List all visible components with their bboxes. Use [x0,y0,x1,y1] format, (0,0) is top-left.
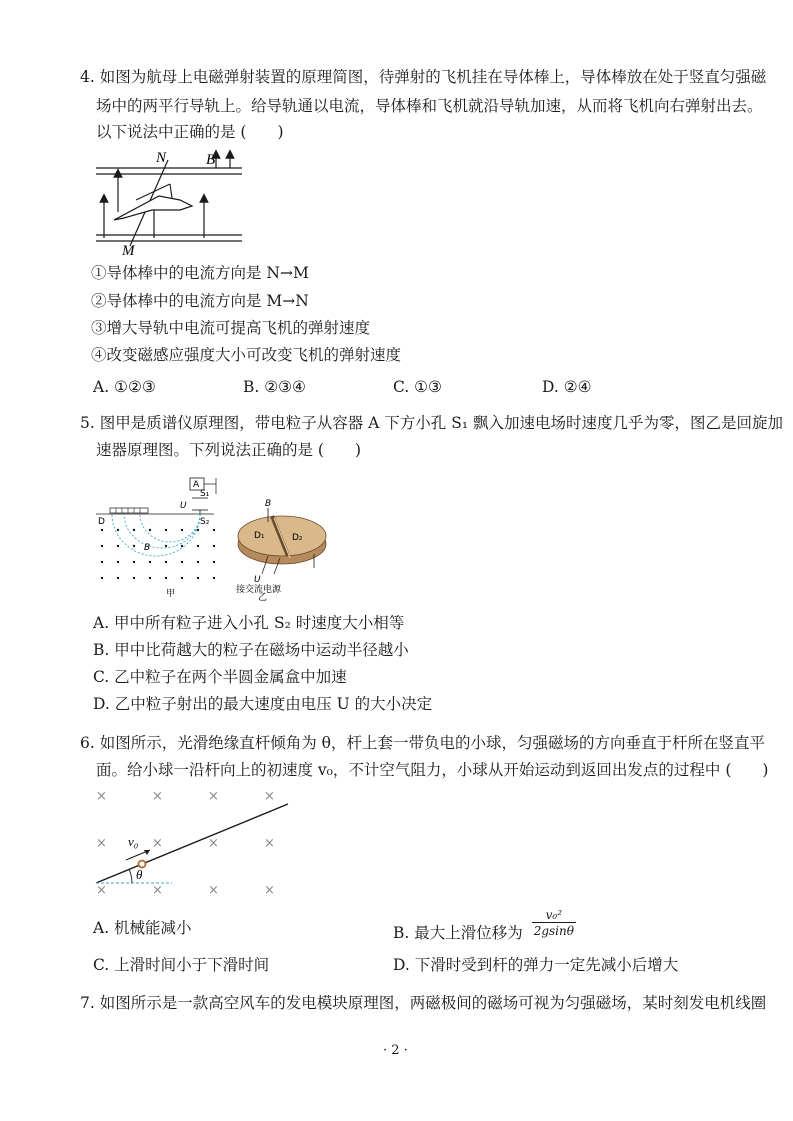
q4-option-a[interactable]: A. ①②③ [93,378,156,396]
cross-mark: × [208,789,219,804]
cross-mark: × [208,836,219,851]
label-d2: D₂ [292,533,303,543]
label-theta: θ [136,867,143,882]
caption-yi: 乙 [258,593,268,603]
cross-mark: × [152,883,163,898]
page-number: · 2 · [383,1043,408,1058]
q5-option-c[interactable]: C. 乙中粒子在两个半圆金属盒中加速 [93,668,347,686]
q6-option-c[interactable]: C. 上滑时间小于下滑时间 [93,956,270,974]
question-4-figure [94,148,254,258]
cross-mark: × [96,836,107,851]
question-5-stem-line-1: 5. 图甲是质谱仪原理图，带电粒子从容器 A 下方小孔 S₁ 飘入加速电场时速度几乎为零，图乙是回旋加 [80,414,783,432]
q6-option-a[interactable]: A. 机械能减小 [93,919,192,937]
question-7-stem-line-1: 7. 如图所示是一款高空风车的发电模块原理图，两磁极间的磁场可视为匀强磁场，某时刻发电机线圈 [80,994,767,1012]
q4-option-b[interactable]: B. ②③④ [243,378,306,396]
question-4-stem-line-2: 场中的两平行导轨上。给导轨通以电流，导体棒和飞机就沿导轨加速，从而将飞机向右弹射出去。 [96,97,763,115]
q6-option-d[interactable]: D. 下滑时受到杆的弹力一定先减小后增大 [393,956,679,974]
cyclotron-figure [234,499,334,603]
cross-mark: × [96,883,107,898]
incline-rod-figure [92,786,302,898]
caption-ac: 接交流电源 [236,585,282,595]
question-6-number: 6. [80,734,95,752]
label-d1: D₁ [254,531,265,541]
cross-mark: × [152,789,163,804]
fraction-numerator: v₀² [532,908,576,923]
label-b-cyc: B [265,499,272,509]
q6-option-b[interactable] [393,908,576,942]
question-4-number: 4. [80,68,95,86]
q4-option-c[interactable]: C. ①③ [393,378,442,396]
label-d: D [98,517,105,527]
cross-mark: × [264,836,275,851]
statement-2: ②导体棒中的电流方向是 M→N [91,292,309,310]
q5-option-b[interactable]: B. 甲中比荷越大的粒子在磁场中运动半径越小 [93,641,409,659]
label-m: M [122,243,135,259]
cross-mark: × [264,883,275,898]
label-s1: S₁ [200,489,210,499]
cross-mark: × [208,883,219,898]
cross-mark: × [152,836,163,851]
question-5-stem-line-2: 速器原理图。下列说法正确的是 ( ) [96,441,362,459]
caption-jia: 甲 [166,589,176,599]
question-4-stem-line-1: 4. 如图为航母上电磁弹射装置的原理简图，待弹射的飞机挂在导体棒上，导体棒放在处于竖直匀强磁 [80,68,767,86]
question-4-stem-line-3: 以下说法中正确的是 ( ) [96,123,284,141]
statement-1: ①导体棒中的电流方向是 N→M [91,264,309,282]
label-u: U [180,501,187,511]
cross-mark: × [96,789,107,804]
q5-option-d[interactable]: D. 乙中粒子射出的最大速度由电压 U 的大小决定 [93,695,433,713]
label-b: B [206,152,216,168]
label-b5: B [144,543,151,553]
question-6-stem-line-1: 6. 如图所示，光滑绝缘直杆倾角为 θ，杆上套一带负电的小球，匀强磁场的方向垂直于杆所在竖直平 [80,734,765,752]
fraction-denominator: 2gsinθ [533,924,574,938]
q6-option-b-fraction [532,908,576,938]
label-n: N [156,150,167,166]
label-v0: v₀ [128,834,139,849]
q6-option-b-prefix: B. 最大上滑位移为 [393,924,523,942]
question-7-number: 7. [80,994,95,1012]
mass-spectrometer-figure [96,472,236,600]
q4-option-d[interactable]: D. ②④ [542,378,592,396]
q5-option-a[interactable]: A. 甲中所有粒子进入小孔 S₂ 时速度大小相等 [93,614,405,632]
label-u-cyc: U [254,575,261,585]
label-a: A [193,480,200,490]
statement-3: ③增大导轨中电流可提高飞机的弹射速度 [91,319,371,337]
cross-mark: × [264,789,275,804]
question-6-stem-line-2: 面。给小球一沿杆向上的初速度 v₀，不计空气阻力，小球从开始运动到返回出发点的过程中 ( ) [96,761,769,779]
question-5-number: 5. [80,414,95,432]
label-s2: S₂ [200,517,210,527]
statement-4: ④改变磁感应强度大小可改变飞机的弹射速度 [91,346,402,364]
